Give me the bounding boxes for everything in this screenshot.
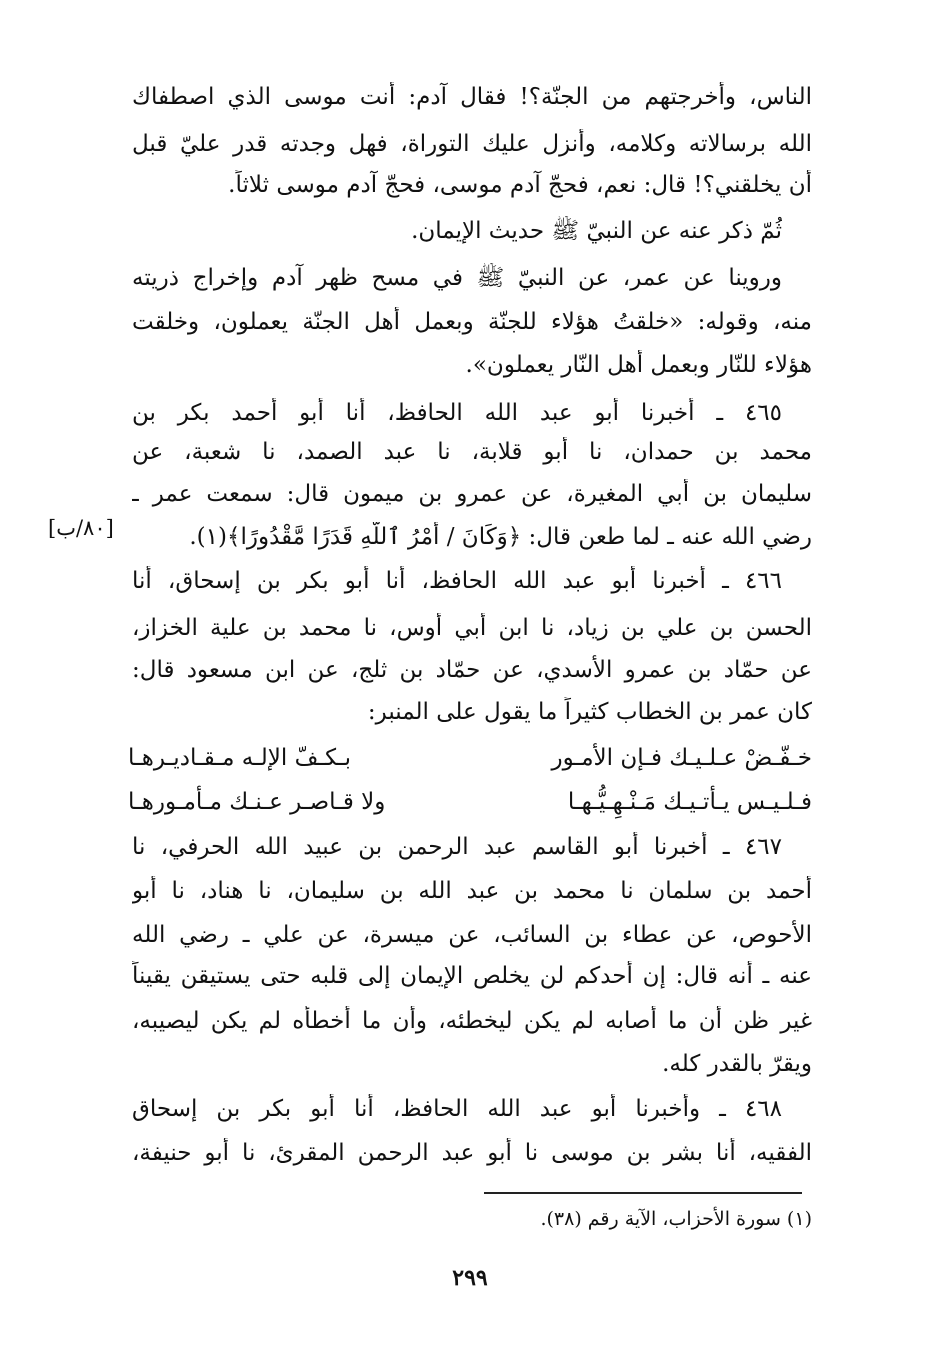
verse-1-first-hemistich: خـفّـضْ عـلـيـك فـإن الأمـور xyxy=(551,745,812,771)
text-line: ثُمّ ذكر عنه عن النبيّ ﷺ حديث الإيمان. xyxy=(411,218,782,244)
text-line: غير ظن أن ما أصابه لم يكن ليخطئه، وأن ما أخطأه لم يكن ليصيبه، xyxy=(132,1008,812,1034)
text-line: عنه ـ أنه قال: إن أحدكم لن يخلص الإيمان إلى قلبه حتى يستيقن يقيناً xyxy=(132,963,812,989)
hadith-466-line: ٤٦٦ ـ أخبرنا أبو عبد الله الحافظ، أنا أبو بكر بن إسحاق، أنا xyxy=(132,568,782,594)
footnote: (١) سورة الأحزاب، الآية رقم (٣٨). xyxy=(540,1208,812,1230)
hadith-465-line: ٤٦٥ ـ أخبرنا أبو عبد الله الحافظ، أنا أبو أحمد بكر بن xyxy=(132,400,782,426)
text-line: رضي الله عنه ـ لما طعن قال: ﴿وَكَانَ / أَمْرُ ٱللَّهِ قَدَرًا مَّقْدُورًا﴾(١). xyxy=(189,524,812,550)
text-line: الله برسالاته وكلامه، وأنزل عليك التوراة، فهل وجدته قدر عليّ قبل xyxy=(132,131,812,157)
hadith-467-line: ٤٦٧ ـ أخبرنا أبو القاسم عبد الرحمن بن عبيد الله الحرفي، نا xyxy=(132,834,782,860)
text-line: ويقرّ بالقدر كله. xyxy=(662,1051,812,1077)
verse-2-first-hemistich: فـلـيـس يـأتـيـك مَـنْـهِـيُّـهـا xyxy=(567,789,812,815)
text-line: كان عمر بن الخطاب كثيراً ما يقول على المنبر: xyxy=(367,699,812,725)
text-line: وروينا عن عمر، عن النبيّ ﷺ في مسح ظهر آدم وإخراج ذريته xyxy=(132,265,782,291)
text-line: محمد بن حمدان، نا أبو قلابة، نا عبد الصمد، نا شعبة، عن xyxy=(132,439,812,465)
folio-margin-note: [٨٠/ب] xyxy=(48,516,114,540)
verse-1-second-hemistich: بـكـفّ الإلـه مـقـاديـرهـا xyxy=(128,745,351,771)
text-line: الحسن بن علي بن زياد، نا ابن أبي أوس، نا محمد بن علية الخزاز، xyxy=(132,615,812,641)
text-line: عن حمّاد بن عمرو الأسدي، عن حمّاد بن ثلج، عن ابن مسعود قال: xyxy=(132,657,812,683)
page-number: ٢٩٩ xyxy=(452,1265,488,1291)
text-line: الفقيه، أنا بشر بن موسى نا أبو عبد الرحمن المقرئ، نا أبو حنيفة، xyxy=(132,1140,812,1166)
verse-2-second-hemistich: ولا قـاصـر عـنـك مـأمـورهـا xyxy=(128,789,386,815)
text-line: الأحوص، عن عطاء بن السائب، عن ميسرة، عن علي ـ رضي الله xyxy=(132,922,812,948)
text-line: سليمان بن أبي المغيرة، عن عمرو بن ميمون قال: سمعت عمر ـ xyxy=(132,481,812,507)
text-line: منه، وقوله: «خلقتُ هؤلاء للجنّة وبعمل أهل الجنّة يعملون، وخلقت xyxy=(132,309,812,335)
footnote-separator xyxy=(484,1192,802,1194)
text-line: الناس، وأخرجتهم من الجنّة؟! فقال آدم: أنت موسى الذي اصطفاك xyxy=(132,84,812,110)
text-line: أن يخلقني؟! قال: نعم، فحجّ آدم موسى، فحجّ آدم موسى ثلاثاً. xyxy=(228,172,812,198)
hadith-468-line: ٤٦٨ ـ وأخبرنا أبو عبد الله الحافظ، أنا أبو بكر بن إسحاق xyxy=(132,1096,782,1122)
text-line: هؤلاء للنّار وبعمل أهل النّار يعملون». xyxy=(465,352,812,378)
text-line: أحمد بن سلمان نا محمد بن عبد الله بن سليمان، نا هناد، نا أبو xyxy=(132,878,812,904)
